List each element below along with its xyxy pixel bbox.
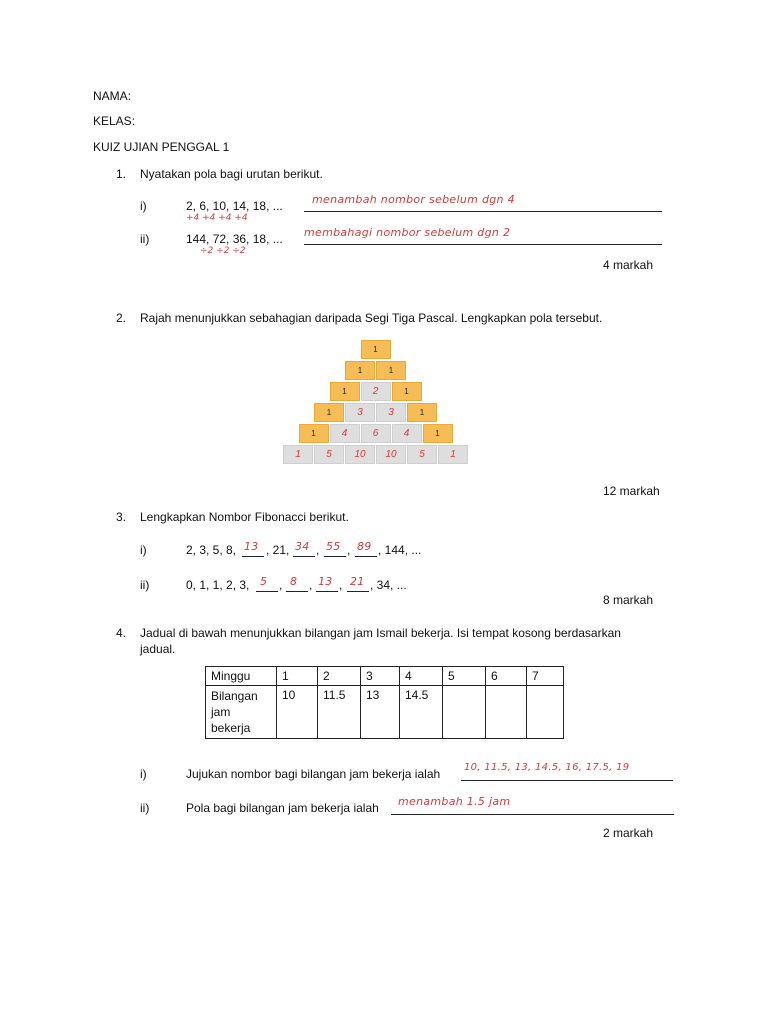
week-cell: 3: [361, 667, 400, 686]
pascal-cell: 1: [361, 340, 391, 359]
pascal-cell: 1: [330, 382, 360, 401]
pascal-cell: 1: [407, 403, 437, 422]
q1-number: 1.: [116, 167, 127, 181]
week-cell: 2: [318, 667, 361, 686]
q4-text-line-1: Jadual di bawah menunjukkan bilangan jam Ismail bekerja. Isi tempat kosong berdasarkan: [140, 626, 621, 640]
q3-ii-answer-2: 8: [290, 575, 298, 588]
hours-header-line: jam: [211, 705, 231, 719]
q4-marks: 2 markah: [603, 826, 654, 840]
q4-i-label: i): [140, 767, 147, 781]
q3-i-answer-3: 55: [326, 540, 341, 553]
q3-ii-blank-4: [347, 591, 369, 592]
q4-i-answer: 10, 11.5, 13, 14.5, 16, 17.5, 19: [464, 762, 630, 773]
q3-ii-answer-4: 21: [350, 575, 365, 588]
q4-ii-answer: menambah 1.5 jam: [398, 795, 511, 808]
q3-text: Lengkapkan Nombor Fibonacci berikut.: [140, 510, 349, 524]
q1-ii-working: ÷2 ÷2 ÷2: [200, 246, 246, 256]
q4-i-text: Jujukan nombor bagi bilangan jam bekerja ialah: [186, 767, 441, 781]
hours-header-line: Bilangan: [211, 689, 258, 703]
table-row: [206, 686, 564, 739]
hours-header-line: bekerja: [211, 721, 251, 735]
q3-ii-before: 0, 1, 1, 2, 3,: [186, 578, 250, 592]
q4-ii-label: ii): [140, 801, 150, 815]
hours-cell: 13: [361, 686, 400, 739]
q3-ii-after: , 34, ...: [370, 578, 407, 592]
pascal-cell: 2: [361, 382, 391, 401]
q3-i-answer-2: 34: [295, 540, 310, 553]
q1-ii-label: ii): [140, 232, 150, 246]
q2-text: Rajah menunjukkan sebahagian daripada Segi Tiga Pascal. Lengkapkan pola tersebut.: [140, 311, 603, 325]
q1-i-label: i): [140, 199, 147, 213]
q4-number: 4.: [116, 626, 127, 640]
q3-i-after: , 144, ...: [378, 543, 422, 557]
q2-number: 2.: [116, 311, 127, 325]
pascal-cell: 3: [345, 403, 375, 422]
q3-i-answer-1: 13: [244, 540, 259, 553]
pascal-cell: 3: [376, 403, 406, 422]
pascal-cell: 5: [314, 445, 344, 464]
pascal-cell: 1: [423, 424, 453, 443]
table-header-hours: [206, 686, 277, 739]
q4-i-answer-line: [461, 780, 673, 781]
pascal-cell: 1: [345, 361, 375, 380]
hours-cell: [443, 686, 486, 739]
pascal-cell: 1: [299, 424, 329, 443]
q3-i-before: 2, 3, 5, 8,: [186, 543, 237, 557]
q3-ii-label: ii): [140, 578, 150, 592]
week-cell: 5: [443, 667, 486, 686]
pascal-cell: 1: [392, 382, 422, 401]
hours-cell: 14.5: [400, 686, 443, 739]
q3-ii-answer-1: 5: [260, 575, 268, 588]
pascal-cell: 1: [438, 445, 468, 464]
kelas-label: KELAS:: [93, 114, 136, 128]
q1-i-answer-line: [304, 211, 662, 212]
pascal-cell: 4: [330, 424, 360, 443]
hours-cell: 11.5: [318, 686, 361, 739]
q3-i-blank-4: [355, 556, 377, 557]
q1-i-answer: menambah nombor sebelum dgn 4: [312, 193, 515, 206]
pascal-cell: 10: [376, 445, 406, 464]
week-cell: 7: [527, 667, 564, 686]
q3-ii-blank-3: [316, 591, 338, 592]
week-cell: 6: [486, 667, 527, 686]
q4-ii-text: Pola bagi bilangan jam bekerja ialah: [186, 801, 379, 815]
week-cell: 1: [277, 667, 318, 686]
pascal-cell: 1: [376, 361, 406, 380]
table-row: [206, 667, 564, 686]
hours-cell: [486, 686, 527, 739]
q1-ii-answer: membahagi nombor sebelum dgn 2: [304, 226, 511, 239]
week-cell: 4: [400, 667, 443, 686]
q3-number: 3.: [116, 510, 127, 524]
q1-i-sequence: 2, 6, 10, 14, 18, ...: [186, 199, 283, 213]
pascal-cell: 6: [361, 424, 391, 443]
q3-i-answer-4: 89: [357, 540, 372, 553]
q3-i-mid: , 21,: [266, 543, 290, 557]
q3-ii-answer-3: 13: [318, 575, 333, 588]
q1-text: Nyatakan pola bagi urutan berikut.: [140, 167, 323, 181]
nama-label: NAMA:: [93, 89, 132, 103]
table-header-minggu: Minggu: [206, 667, 277, 686]
q4-text-line-2: jadual.: [140, 642, 176, 656]
q3-ii-blank-2: [286, 591, 308, 592]
q4-ii-answer-line: [391, 814, 674, 815]
pascal-cell: 1: [314, 403, 344, 422]
hours-table: [205, 666, 564, 739]
hours-cell: 10: [277, 686, 318, 739]
pascal-cell: 1: [283, 445, 313, 464]
q3-i-blank-3: [324, 556, 346, 557]
hours-cell: [527, 686, 564, 739]
pascal-cell: 4: [392, 424, 422, 443]
q1-ii-answer-line: [304, 244, 662, 245]
pascal-cell: 10: [345, 445, 375, 464]
q1-ii-sequence: 144, 72, 36, 18, ...: [186, 232, 283, 246]
q3-ii-blank-1: [256, 591, 278, 592]
q1-marks: 4 markah: [603, 258, 654, 272]
q3-i-blank-2: [293, 556, 315, 557]
q3-i-blank-1: [242, 556, 264, 557]
q1-i-working: +4 +4 +4 +4: [186, 213, 248, 223]
pascal-cell: 5: [407, 445, 437, 464]
q3-marks: 8 markah: [603, 593, 654, 607]
q2-marks: 12 markah: [603, 484, 660, 498]
quiz-title: KUIZ UJIAN PENGGAL 1: [93, 140, 230, 154]
q3-i-label: i): [140, 543, 147, 557]
